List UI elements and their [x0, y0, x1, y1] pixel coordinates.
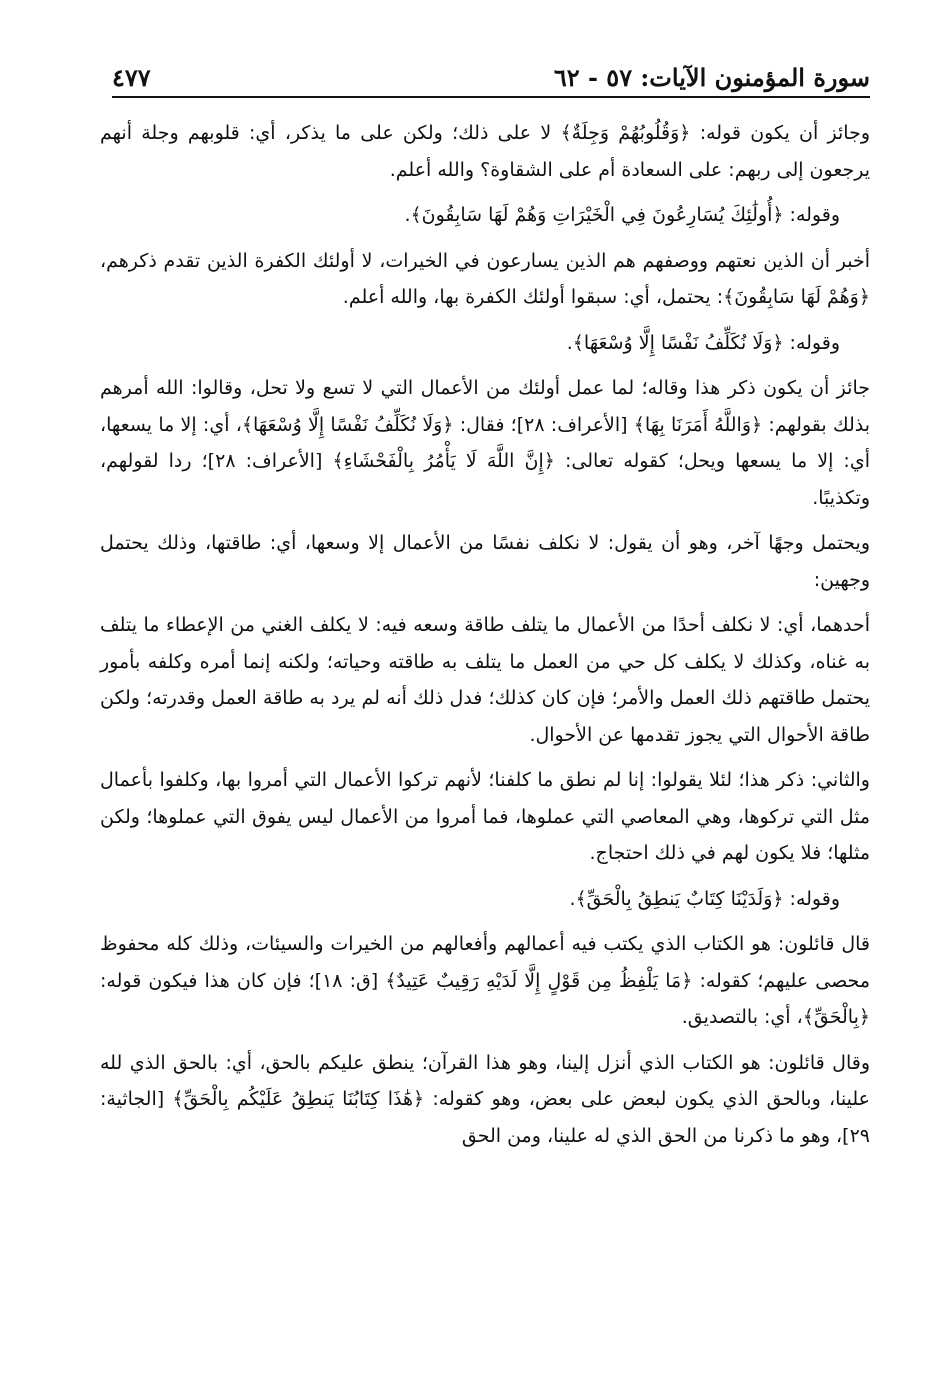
- paragraph: أخبر أن الذين نعتهم ووصفهم هم الذين يسارعون في الخيرات، لا أولئك الكفرة الذين تقدم ذكرهم، ﴿وَهُمْ لَهَا سَابِقُونَ﴾: يحتمل، أي: سبقوا أولئك الكفرة بها، والله أعلم.: [100, 249, 870, 308]
- paragraph: وقال قائلون: هو الكتاب الذي أنزل إلينا، وهو هذا القرآن؛ ينطق عليكم بالحق، أي: بالحق الذي لله علينا، وبالحق الذي يكون لبعض على بعض، وهو كقوله: ﴿هَٰذَا كِتَابُنَا يَنطِقُ عَلَيْكُم بِالْحَقِّ﴾ [الجاثية: ٢٩]، وهو ما ذكرنا من الحق الذي له علينا، ومن الحق: [100, 1051, 870, 1147]
- paragraph: وقوله: ﴿أُولَٰئِكَ يُسَارِعُونَ فِي الْخَيْرَاتِ وَهُمْ لَهَا سَابِقُونَ﴾.: [404, 204, 840, 226]
- paragraph: جائز أن يكون ذكر هذا وقاله؛ لما عمل أولئك من الأعمال التي لا تسع ولا تحل، وقالوا: الله أمرهم بذلك بقولهم: ﴿وَاللَّهُ أَمَرَنَا بِهَا﴾ [الأعراف: ٢٨]؛ فقال: ﴿وَلَا نُكَلِّفُ نَفْسًا إِلَّا وُسْعَهَا﴾، أي: إلا ما يسعها، أي: إلا ما يسعها ويحل؛ كقوله تعالى: ﴿إِنَّ اللَّهَ لَا يَأْمُرُ بِالْفَحْشَاءِ﴾ [الأعراف: ٢٨]؛ ردا لقولهم، وتكذيبًا.: [100, 377, 871, 509]
- paragraph: وقوله: ﴿وَلَدَيْنَا كِتَابٌ يَنطِقُ بِالْحَقِّ﴾.: [569, 887, 840, 910]
- paragraph: والثاني: ذكر هذا؛ لئلا يقولوا: إنا لم نطق ما كلفنا؛ لأنهم تركوا الأعمال التي أمروا بها، وكلفوا بأعمال مثل التي تركوها، وهي المعاصي التي عملوها، فما أمروا من الأعمال ليس يفوق التي عملوها؛ ولكن مثلها؛ فلا يكون لهم في ذلك احتجاج.: [100, 769, 870, 864]
- paragraph: وجائز أن يكون قوله: ﴿وَقُلُوبُهُمْ وَجِلَةٌ﴾ لا على ذلك؛ ولكن على ما يذكر، أي: قلوبهم وجلة أنهم يرجعون إلى ربهم: على السعادة أم على الشقاوة؟ والله أعلم.: [100, 122, 870, 181]
- paragraph: وقوله: ﴿وَلَا نُكَلِّفُ نَفْسًا إِلَّا وُسْعَهَا﴾.: [566, 331, 840, 354]
- page-number: ٤٧٧: [112, 63, 151, 92]
- running-title: سورة المؤمنون الآيات: ٥٧ - ٦٢: [553, 63, 870, 92]
- paragraph: أحدهما، أي: لا نكلف أحدًا من الأعمال ما يتلف طاقة وسعه فيه: لا يكلف الغني من الإعطاء ما يتلف به غناه، وكذلك لا يكلف كل حي من العمل ما يتلف به طاقته وحياته؛ ولكنه إنما أمره وكلفه بأمور يحتمل طاقتهم ذلك العمل والأمر؛ فإن كان كذلك؛ فدل ذلك أنه لم يرد به طاقة العمل وقدرته؛ ولكن طاقة الأحوال التي يجوز تقدمها عن الأحوال.: [100, 614, 870, 746]
- page-header: [112, 58, 870, 98]
- page-body: [100, 115, 870, 1352]
- paragraph: ويحتمل وجهًا آخر، وهو أن يقول: لا نكلف نفسًا من الأعمال إلا وسعها، أي: طاقتها، وذلك يحتمل وجهين:: [100, 532, 870, 591]
- paragraph: قال قائلون: هو الكتاب الذي يكتب فيه أعمالهم وأفعالهم من الخيرات والسيئات، وذلك كله محفوظ محصى عليهم؛ كقوله: ﴿مَا يَلْفِظُ مِن قَوْلٍ إِلَّا لَدَيْهِ رَقِيبٌ عَتِيدٌ﴾ [ق: ١٨]؛ فإن كان هذا فيكون قوله: ﴿بِالْحَقِّ﴾، أي: بالتصديق.: [100, 933, 871, 1028]
